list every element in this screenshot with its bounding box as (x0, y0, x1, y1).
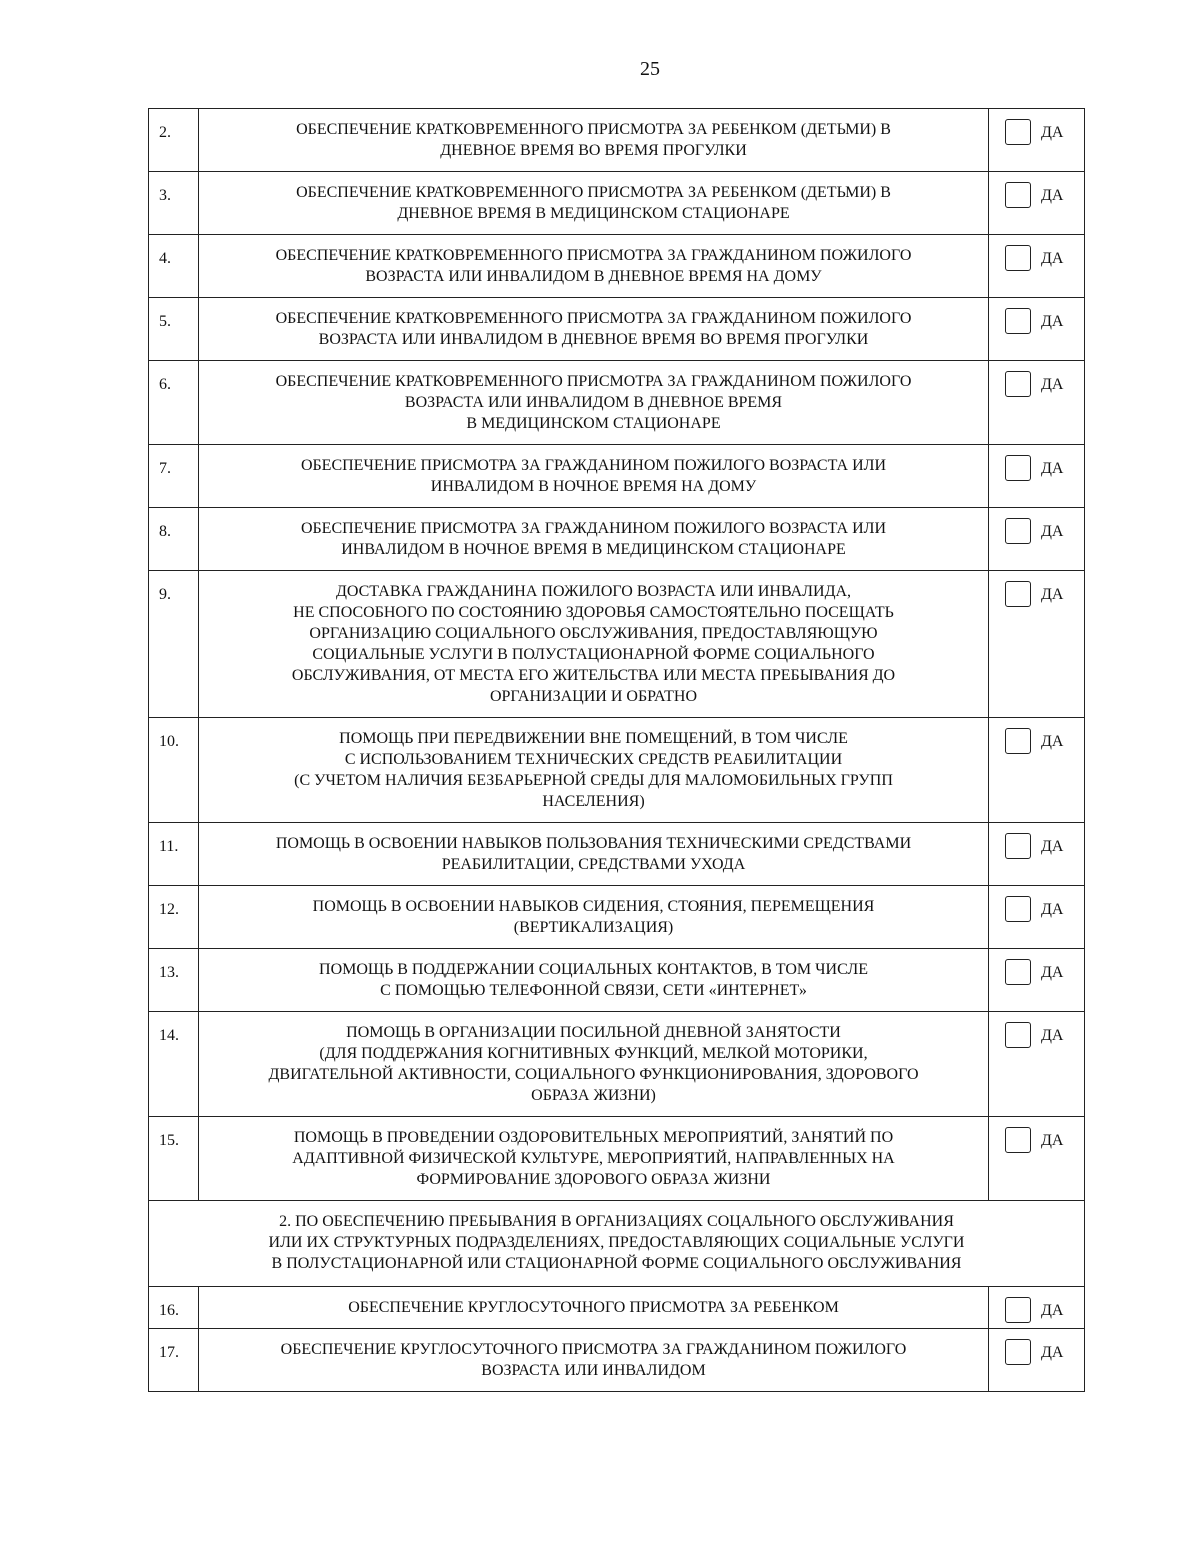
yes-option[interactable] (1005, 1127, 1084, 1153)
service-description: ПОМОЩЬ В ОСВОЕНИИ НАВЫКОВ СИДЕНИЯ, СТОЯНИЯ, ПЕРЕМЕЩЕНИЯ (ВЕРТИКАЛИЗАЦИЯ) (199, 886, 989, 949)
yes-label: ДА (1041, 124, 1064, 141)
service-description: ПОМОЩЬ В ПРОВЕДЕНИИ ОЗДОРОВИТЕЛЬНЫХ МЕРОПРИЯТИЙ, ЗАНЯТИЙ ПО АДАПТИВНОЙ ФИЗИЧЕСКОЙ КУЛЬТУРЕ, МЕРОПРИЯТИЙ, НАПРАВЛЕННЫХ НА ФОРМИРОВАНИЕ ЗДОРОВОГО ОБРАЗА ЖИЗНИ (199, 1117, 989, 1201)
yes-option[interactable] (1005, 833, 1084, 859)
yes-option[interactable] (1005, 728, 1084, 754)
check-cell (989, 109, 1085, 172)
services-table (148, 108, 1085, 1392)
yes-checkbox[interactable] (1005, 371, 1031, 397)
yes-label: ДА (1041, 250, 1064, 267)
yes-option[interactable] (1005, 182, 1084, 208)
yes-label: ДА (1041, 1132, 1064, 1149)
yes-option[interactable] (1005, 308, 1084, 334)
table-row (149, 1012, 1085, 1117)
row-number: 5. (149, 298, 199, 361)
check-cell (989, 886, 1085, 949)
service-description: ПОМОЩЬ В ОРГАНИЗАЦИИ ПОСИЛЬНОЙ ДНЕВНОЙ ЗАНЯТОСТИ (ДЛЯ ПОДДЕРЖАНИЯ КОГНИТИВНЫХ ФУНКЦИЙ, МЕЛКОЙ МОТОРИКИ, ДВИГАТЕЛЬНОЙ АКТИВНОСТИ, СОЦИАЛЬНОГО ФУНКЦИОНИРОВАНИЯ, ЗДОРОВОГО ОБРАЗА ЖИЗНИ) (199, 1012, 989, 1117)
table-row (149, 298, 1085, 361)
row-number: 13. (149, 949, 199, 1012)
row-number: 7. (149, 445, 199, 508)
yes-checkbox[interactable] (1005, 245, 1031, 271)
row-number: 14. (149, 1012, 199, 1117)
yes-checkbox[interactable] (1005, 728, 1031, 754)
yes-label: ДА (1041, 1344, 1064, 1361)
yes-label: ДА (1041, 460, 1064, 477)
yes-checkbox[interactable] (1005, 1022, 1031, 1048)
row-number: 10. (149, 718, 199, 823)
service-description: ПОМОЩЬ В ОСВОЕНИИ НАВЫКОВ ПОЛЬЗОВАНИЯ ТЕХНИЧЕСКИМИ СРЕДСТВАМИ РЕАБИЛИТАЦИИ, СРЕДСТВАМИ УХОДА (199, 823, 989, 886)
row-number: 12. (149, 886, 199, 949)
section-heading-row (149, 1201, 1085, 1287)
table-row (149, 109, 1085, 172)
yes-checkbox[interactable] (1005, 518, 1031, 544)
yes-label: ДА (1041, 187, 1064, 204)
service-description: ОБЕСПЕЧЕНИЕ КРУГЛОСУТОЧНОГО ПРИСМОТРА ЗА РЕБЕНКОМ (199, 1287, 989, 1329)
yes-option[interactable] (1005, 518, 1084, 544)
yes-label: ДА (1041, 313, 1064, 330)
check-cell (989, 172, 1085, 235)
row-number: 6. (149, 361, 199, 445)
row-number: 16. (149, 1287, 199, 1329)
check-cell (989, 571, 1085, 718)
check-cell (989, 1117, 1085, 1201)
table-row (149, 886, 1085, 949)
service-description: ОБЕСПЕЧЕНИЕ КРАТКОВРЕМЕННОГО ПРИСМОТРА ЗА РЕБЕНКОМ (ДЕТЬМИ) В ДНЕВНОЕ ВРЕМЯ ВО ВРЕМЯ ПРОГУЛКИ (199, 109, 989, 172)
service-description: ПОМОЩЬ В ПОДДЕРЖАНИИ СОЦИАЛЬНЫХ КОНТАКТОВ, В ТОМ ЧИСЛЕ С ПОМОЩЬЮ ТЕЛЕФОННОЙ СВЯЗИ, СЕТИ «ИНТЕРНЕТ» (199, 949, 989, 1012)
row-number: 15. (149, 1117, 199, 1201)
row-number: 11. (149, 823, 199, 886)
service-description: ОБЕСПЕЧЕНИЕ ПРИСМОТРА ЗА ГРАЖДАНИНОМ ПОЖИЛОГО ВОЗРАСТА ИЛИ ИНВАЛИДОМ В НОЧНОЕ ВРЕМЯ НА ДОМУ (199, 445, 989, 508)
service-description: ПОМОЩЬ ПРИ ПЕРЕДВИЖЕНИИ ВНЕ ПОМЕЩЕНИЙ, В ТОМ ЧИСЛЕ С ИСПОЛЬЗОВАНИЕМ ТЕХНИЧЕСКИХ СРЕДСТВ РЕАБИЛИТАЦИИ (С УЧЕТОМ НАЛИЧИЯ БЕЗБАРЬЕРНОЙ СРЕДЫ ДЛЯ МАЛОМОБИЛЬНЫХ ГРУПП НАСЕЛЕНИЯ) (199, 718, 989, 823)
yes-checkbox[interactable] (1005, 1297, 1031, 1323)
service-description: ОБЕСПЕЧЕНИЕ КРАТКОВРЕМЕННОГО ПРИСМОТРА ЗА РЕБЕНКОМ (ДЕТЬМИ) В ДНЕВНОЕ ВРЕМЯ В МЕДИЦИНСКОМ СТАЦИОНАРЕ (199, 172, 989, 235)
table-row (149, 571, 1085, 718)
table-row (149, 361, 1085, 445)
table-row (149, 1117, 1085, 1201)
yes-label: ДА (1041, 1302, 1064, 1319)
table-row (149, 823, 1085, 886)
check-cell (989, 508, 1085, 571)
service-description: ОБЕСПЕЧЕНИЕ КРАТКОВРЕМЕННОГО ПРИСМОТРА ЗА ГРАЖДАНИНОМ ПОЖИЛОГО ВОЗРАСТА ИЛИ ИНВАЛИДОМ В ДНЕВНОЕ ВРЕМЯ НА ДОМУ (199, 235, 989, 298)
yes-label: ДА (1041, 586, 1064, 603)
table-row (149, 1329, 1085, 1392)
check-cell (989, 718, 1085, 823)
check-cell (989, 445, 1085, 508)
yes-label: ДА (1041, 838, 1064, 855)
yes-checkbox[interactable] (1005, 1339, 1031, 1365)
yes-option[interactable] (1005, 1297, 1084, 1323)
yes-checkbox[interactable] (1005, 896, 1031, 922)
yes-option[interactable] (1005, 455, 1084, 481)
yes-checkbox[interactable] (1005, 455, 1031, 481)
row-number: 8. (149, 508, 199, 571)
yes-checkbox[interactable] (1005, 1127, 1031, 1153)
table-row (149, 172, 1085, 235)
check-cell (989, 361, 1085, 445)
yes-label: ДА (1041, 1027, 1064, 1044)
check-cell (989, 949, 1085, 1012)
row-number: 2. (149, 109, 199, 172)
check-cell (989, 235, 1085, 298)
section-heading-group (149, 1201, 1085, 1287)
table-row (149, 1287, 1085, 1329)
row-number: 4. (149, 235, 199, 298)
service-description: ОБЕСПЕЧЕНИЕ КРУГЛОСУТОЧНОГО ПРИСМОТРА ЗА ГРАЖДАНИНОМ ПОЖИЛОГО ВОЗРАСТА ИЛИ ИНВАЛИДОМ (199, 1329, 989, 1392)
service-description: ОБЕСПЕЧЕНИЕ КРАТКОВРЕМЕННОГО ПРИСМОТРА ЗА ГРАЖДАНИНОМ ПОЖИЛОГО ВОЗРАСТА ИЛИ ИНВАЛИДОМ В ДНЕВНОЕ ВРЕМЯ ВО ВРЕМЯ ПРОГУЛКИ (199, 298, 989, 361)
table-row (149, 235, 1085, 298)
check-cell (989, 1287, 1085, 1329)
row-number: 3. (149, 172, 199, 235)
page-number: 25 (640, 58, 660, 80)
yes-label: ДА (1041, 523, 1064, 540)
yes-checkbox[interactable] (1005, 833, 1031, 859)
yes-option[interactable] (1005, 1339, 1084, 1365)
yes-checkbox[interactable] (1005, 308, 1031, 334)
table-row (149, 949, 1085, 1012)
yes-checkbox[interactable] (1005, 581, 1031, 607)
row-number: 9. (149, 571, 199, 718)
services-table-part1 (149, 109, 1085, 1201)
yes-option[interactable] (1005, 896, 1084, 922)
section-heading: 2. ПО ОБЕСПЕЧЕНИЮ ПРЕБЫВАНИЯ В ОРГАНИЗАЦИЯХ СОЦАЛЬНОГО ОБСЛУЖИВАНИЯ ИЛИ ИХ СТРУКТУРНЫХ ПОДРАЗДЕЛЕНИЯХ, ПРЕДОСТАВЛЯЮЩИХ СОЦИАЛЬНЫЕ УСЛУГИ В ПОЛУСТАЦИОНАРНОЙ ИЛИ СТАЦИОНАРНОЙ ФОРМЕ СОЦИАЛЬНОГО ОБСЛУЖИВАНИЯ (149, 1201, 1085, 1287)
table-row (149, 718, 1085, 823)
yes-checkbox[interactable] (1005, 182, 1031, 208)
yes-label: ДА (1041, 376, 1064, 393)
check-cell (989, 298, 1085, 361)
yes-label: ДА (1041, 964, 1064, 981)
services-table-part2 (149, 1287, 1085, 1392)
yes-option[interactable] (1005, 1022, 1084, 1048)
check-cell (989, 1012, 1085, 1117)
service-description: ОБЕСПЕЧЕНИЕ ПРИСМОТРА ЗА ГРАЖДАНИНОМ ПОЖИЛОГО ВОЗРАСТА ИЛИ ИНВАЛИДОМ В НОЧНОЕ ВРЕМЯ В МЕДИЦИНСКОМ СТАЦИОНАРЕ (199, 508, 989, 571)
yes-option[interactable] (1005, 371, 1084, 397)
yes-checkbox[interactable] (1005, 959, 1031, 985)
yes-option[interactable] (1005, 959, 1084, 985)
yes-option[interactable] (1005, 581, 1084, 607)
yes-label: ДА (1041, 733, 1064, 750)
yes-checkbox[interactable] (1005, 119, 1031, 145)
check-cell (989, 1329, 1085, 1392)
table-row (149, 445, 1085, 508)
service-description: ДОСТАВКА ГРАЖДАНИНА ПОЖИЛОГО ВОЗРАСТА ИЛИ ИНВАЛИДА, НЕ СПОСОБНОГО ПО СОСТОЯНИЮ ЗДОРОВЬЯ САМОСТОЯТЕЛЬНО ПОСЕЩАТЬ ОРГАНИЗАЦИЮ СОЦИАЛЬНОГО ОБСЛУЖИВАНИЯ, ПРЕДОСТАВЛЯЮЩУЮ СОЦИАЛЬНЫЕ УСЛУГИ В ПОЛУСТАЦИОНАРНОЙ ФОРМЕ СОЦИАЛЬНОГО ОБСЛУЖИВАНИЯ, ОТ МЕСТА ЕГО ЖИТЕЛЬСТВА ИЛИ МЕСТА ПРЕБЫВАНИЯ ДО ОРГАНИЗАЦИИ И ОБРАТНО (199, 571, 989, 718)
yes-option[interactable] (1005, 245, 1084, 271)
service-description: ОБЕСПЕЧЕНИЕ КРАТКОВРЕМЕННОГО ПРИСМОТРА ЗА ГРАЖДАНИНОМ ПОЖИЛОГО ВОЗРАСТА ИЛИ ИНВАЛИДОМ В ДНЕВНОЕ ВРЕМЯ В МЕДИЦИНСКОМ СТАЦИОНАРЕ (199, 361, 989, 445)
row-number: 17. (149, 1329, 199, 1392)
yes-label: ДА (1041, 901, 1064, 918)
table-row (149, 508, 1085, 571)
check-cell (989, 823, 1085, 886)
yes-option[interactable] (1005, 119, 1084, 145)
